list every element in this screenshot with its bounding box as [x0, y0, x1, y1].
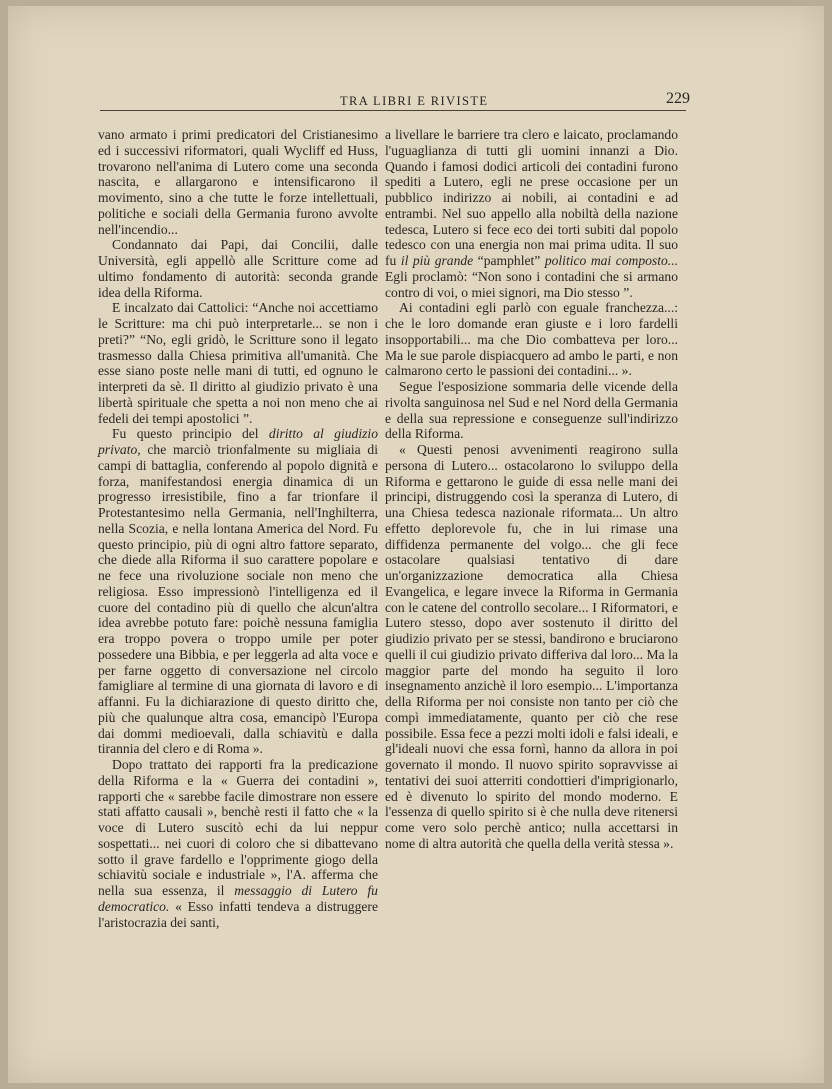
paragraph-text: , che marciò trionfalmente su migliaia di campi di battaglia, conferendo al popolo dignità e forza, manifestandosi energia dinamica di un progresso irresistibile, fino a far trionfare il Protestantesimo nella Germania, nell'Inghilterra, nella Scozia, e nella lontana America del Nord. Fu questo principio, più di ogni altro fattore separato, che diede alla Riforma il suo carattere popolare e ne fece una rivoluzione sociale non meno che religiosa. Esso impressionò l'intelligenza ed il cuore del contadino più di quello che alcun'altra idea avrebbe potuto fare: poichè nessuna famiglia era troppo povera o troppo umile per poter possedere una Bibbia, e per leggerla ad alta voce e per farne oggetto di conversazione nel circolo famigliare al termine di una giornata di lavoro e di affanni. Fu la dichiarazione di questo diritto che, più che qualunque altra cosa, emancipò l'Europa dai dommi medioevali, dalla schiavitù e dalla tirannia del clero e di Roma ». — [98, 442, 378, 757]
paragraph-text: “pamphlet” — [473, 253, 545, 268]
running-title: TRA LIBRI E RIVISTE — [340, 94, 489, 108]
paragraph — [98, 757, 378, 930]
paragraph-text: Fu questo principio del — [112, 426, 269, 442]
paragraph: Condannato dai Papi, dai Concilii, dalle Università, egli appellò alle Scritture come ad ultimo fondamento di autorità: seconda grande idea della Riforma. — [98, 237, 378, 300]
left-column — [98, 127, 378, 930]
page-number: 229 — [666, 90, 690, 107]
header-rule — [100, 110, 686, 111]
paragraph: vano armato i primi predicatori del Cristianesimo ed i successivi riformatori, quali Wycliff ed Huss, trovarono nell'anima di Lutero come una seconda nascita, e allargarono e intensificarono il movimento, sino a che tutte le forze intellettuali, politiche e sociali della Germania furono avvolte nell'incendio... — [98, 127, 378, 237]
emphasis-text: il più grande — [400, 253, 474, 268]
paragraph: E incalzato dai Cattolici: “Anche noi accettiamo le Scritture: ma chi può interpretarle... se non i preti?” “No, egli gridò, le Scritture sono il legato trasmesso dalla Chiesa primitiva all'umanità. Che esse siano poste nelle mani di tutti, ed ognuno le interpreti da sè. Il diritto al giudizio privato è una libertà spirituale che spetta a noi non meno che ai fedeli dei tempi apostolici ”. — [98, 300, 378, 426]
paragraph-text: Egli proclamò: “Non sono i contadini che si armano contro di voi, o miei signori, ma Dio stesso ”. — [385, 268, 678, 300]
emphasis-text: diritto al giudizio privato — [98, 426, 378, 457]
emphasis-text: politico mai composto... — [544, 253, 678, 268]
paragraph — [385, 127, 678, 300]
paragraph: Ai contadini egli parlò con eguale franchezza...: che le loro domande eran giuste e i loro fardelli insopportabili... ma che Dio combatteva per loro... Ma le sue parole dispiacquero ad ambo le parti, e non calmarono certo le passioni dei contadini... ». — [385, 300, 678, 379]
paragraph-text: Dopo trattato dei rapporti fra la predicazione della Riforma e la « Guerra dei contadini », rapporti che « sarebbe facile dimostrare non essere stati affatto causali », benchè resti il fatto che « la voce di Lutero suscitò echi da lui neppur sospettati... nei cuori di coloro che si dibattevano sotto il grave fardello e l'opprimente giogo della schiavitù sociale e industriale », l'A. afferma che nella sua essenza, il — [98, 757, 378, 898]
paragraph-text: « Esso infatti tendeva a distruggere l'aristocrazia dei santi, — [98, 898, 378, 930]
emphasis-text: messaggio di Lutero fu democratico. — [98, 883, 378, 914]
paragraph: Segue l'esposizione sommaria delle vicende della rivolta sanguinosa nel Sud e nel Nord della Germania e della sua repressione e conseguenze sull'indirizzo della Riforma. — [385, 379, 678, 442]
paragraph — [98, 426, 378, 757]
right-column — [385, 127, 678, 852]
paragraph-text: a livellare le barriere tra clero e laicato, proclamando l'uguaglianza di tutti gli uomini innanzi a Dio. Quando i famosi dodici articoli dei contadini furono spediti a Lutero, egli ne prese occasione per un pubblico indirizzo ai nobili, ai contadini e ad entrambi. Nel suo appello alla nobiltà della nazione tedesca, Lutero si fece eco dei torti subiti dal popolo tedesco con una energia non mai prima udita. Il suo fu — [385, 127, 678, 268]
paragraph: « Questi penosi avvenimenti reagirono sulla persona di Lutero... ostacolarono lo sviluppo della Riforma e gettarono le guide di essa nelle mani dei principi, distruggendo così la speranza di Lutero, di una Chiesa tedesca nazionale riformata... Un altro effetto deplorevole fu, che in lui rimase una diffidenza permanente del volgo... che gli fece ostacolare qualsiasi tentativo di dare un'organizzazione democratica alla Chiesa Evangelica, e legare invece la Riforma in Germania con le catene del controllo secolare... I Riformatori, e Lutero stesso, dopo aver sostenuto il diritto del giudizio privato per se stessi, bandirono e bruciarono quelli il cui giudizio privato differiva dal loro... Ma la maggior parte del mondo ha seguito il loro insegnamento anzichè il loro esempio... L'importanza della Riforma per noi consiste non tanto per ciò che compì immediatamente, quanto per ciò che rese possibile. Essa fece a pezzi molti idoli e falsi ideali, e gl'ideali nuovi che essa fornì, hanno da allora in poi governato il mondo. Il nuovo spirito sopravvisse ai tentativi dei suoi atterriti condottieri d'imprigionarlo, ed è divenuto lo spirito del mondo moderno. E l'essenza di quello spirito si è che nulla deve ritenersi come vero solo perchè antico; nulla accettarsi in nome di altra autorità che quella della verità stessa ». — [385, 442, 678, 851]
